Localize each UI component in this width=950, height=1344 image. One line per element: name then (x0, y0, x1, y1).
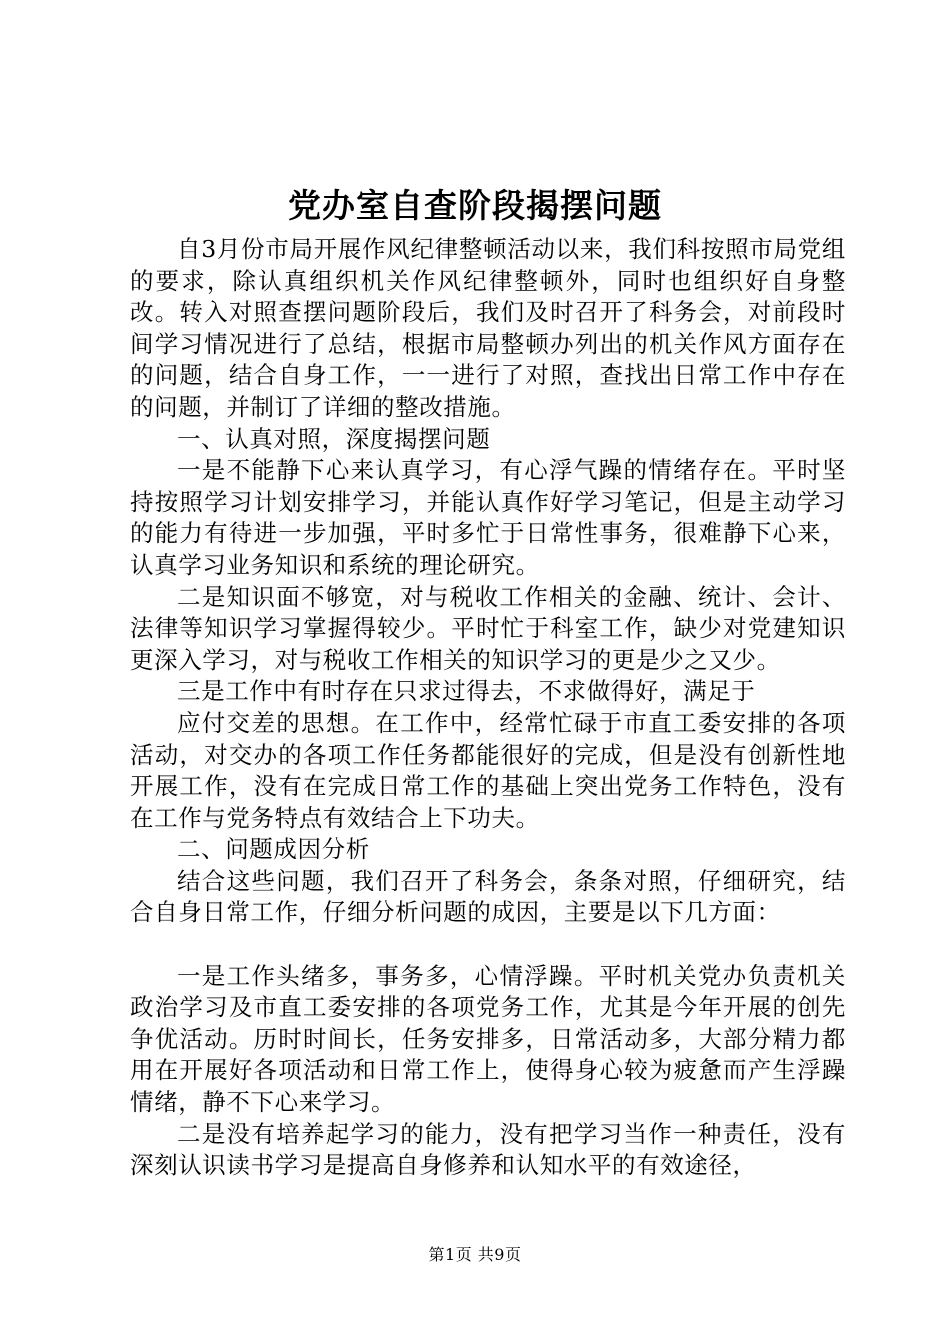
document-body (130, 234, 846, 1182)
paragraph-problem-1: 一是不能静下心来认真学习，有心浮气躁的情绪存在。平时坚持按照学习计划安排学习，并能认真作好学习笔记，但是主动学习的能力有待进一步加强，平时多忙于日常性事务，很难静下心来，认真学习业务知识和系统的理论研究。 (130, 456, 846, 579)
paragraph-problem-3-cont: 应付交差的思想。在工作中，经常忙碌于市直工委安排的各项活动，对交办的各项工作任务都能很好的完成，但是没有创新性地开展工作，没有在完成日常工作的基础上突出党务工作特色，没有在工作与党务特点有效结合上下功夫。 (130, 708, 846, 832)
paragraph-problem-3-start: 三是工作中有时存在只求过得去，不求做得好，满足于 (177, 677, 756, 706)
paragraph-intro: 自3月份市局开展作风纪律整顿活动以来，我们科按照市局党组的要求，除认真组织机关作风纪律整顿外，同时也组织好自身整改。转入对照查摆问题阶段后，我们及时召开了科务会，对前段时间学习情况进行了总结，根据市局整顿办列出的机关作风方面存在的问题，结合自身工作，一一进行了对照，查找出日常工作中存在的问题，并制订了详细的整改措施。 (130, 235, 846, 421)
section-heading-1: 一、认真对照，深度揭摆问题 (177, 424, 491, 453)
paragraph-cause-1: 一是工作头绪多，事务多，心情浮躁。平时机关党办负责机关政治学习及市直工委安排的各项党务工作，尤其是今年开展的创先争优活动。历时时间长，任务安排多，日常活动多，大部分精力都用在开展好各项活动和日常工作上，使得身心较为疲惫而产生浮躁情绪，静不下心来学习。 (130, 961, 846, 1117)
paragraph-cause-2: 二是没有培养起学习的能力，没有把学习当作一种责任，没有深刻认识读书学习是提高自身修养和认知水平的有效途径， (130, 1119, 846, 1180)
paragraph-analysis-intro: 结合这些问题，我们召开了科务会，条条对照，仔细研究，结合自身日常工作，仔细分析问题的成因，主要是以下几方面： (130, 866, 846, 927)
page-footer: 第1页 共9页 (428, 1245, 522, 1264)
document-title: 党办室自查阶段揭摆问题 (288, 186, 662, 225)
section-heading-2: 二、问题成因分析 (177, 835, 370, 864)
paragraph-problem-2: 二是知识面不够宽，对与税收工作相关的金融、统计、会计、法律等知识学习掌握得较少。平时忙于科室工作，缺少对党建知识更深入学习，对与税收工作相关的知识学习的更是少之又少。 (130, 582, 846, 674)
blank-line (130, 929, 846, 961)
